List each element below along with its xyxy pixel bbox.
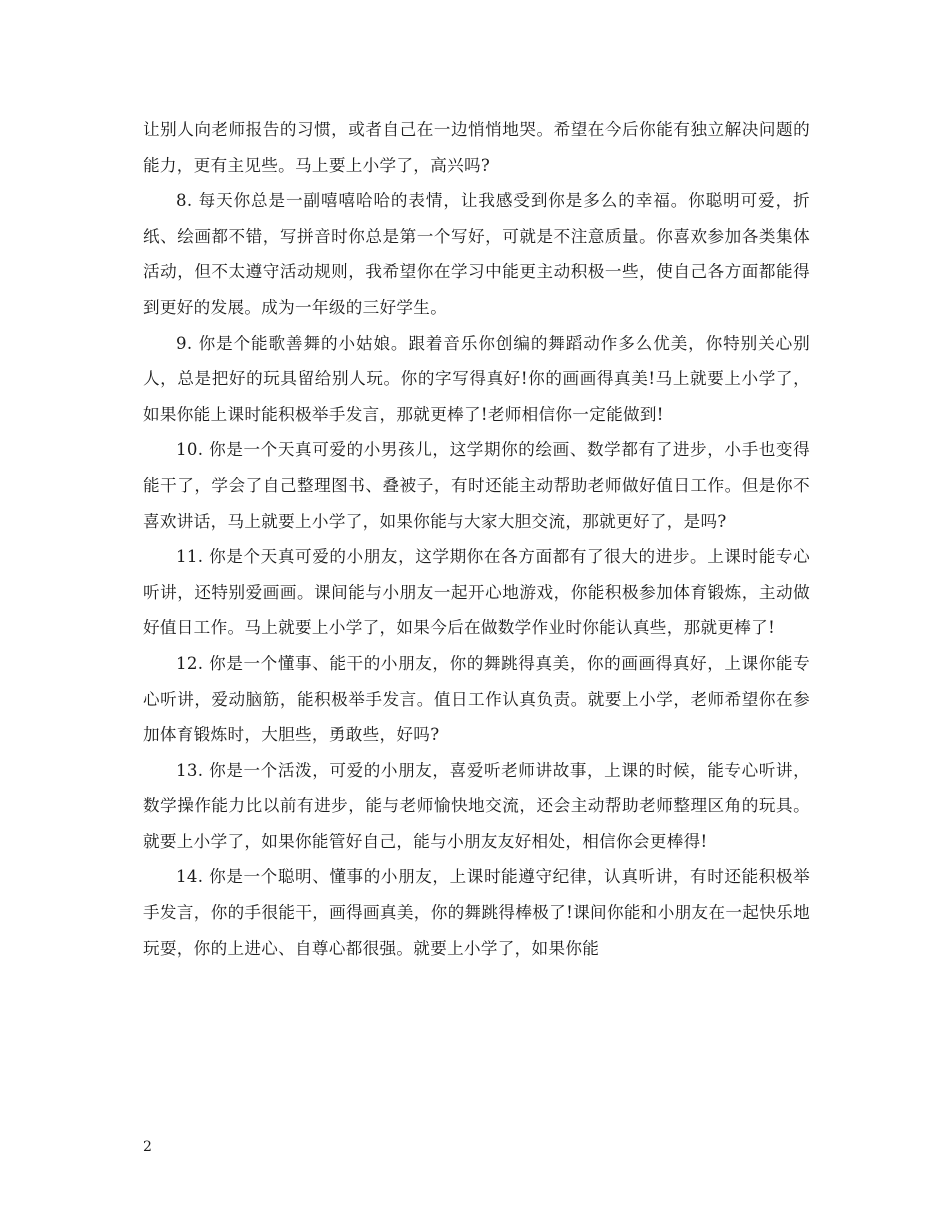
page-body: [143, 112, 810, 966]
paragraph-comment-8: 8. 每天你总是一副嘻嘻哈哈的表情，让我感受到你是多么的幸福。你聪明可爱，折纸、绘画都不错，写拼音时你总是第一个写好，可就是不注意质量。你喜欢参加各类集体活动，但不太遵守活动规则，我希望你在学习中能更主动积极一些，使自己各方面都能得到更好的发展。成为一年级的三好学生。: [143, 191, 810, 317]
page-number: 2: [143, 1139, 152, 1155]
paragraph-comment-13: 13. 你是一个活泼，可爱的小朋友，喜爱听老师讲故事，上课的时候，能专心听讲，数学操作能力比以前有进步，能与老师愉快地交流，还会主动帮助老师整理区角的玩具。就要上小学了，如果你能管好自己，能与小朋友友好相处，相信你会更棒得!: [143, 760, 810, 851]
paragraph-comment-12: 12. 你是一个懂事、能干的小朋友，你的舞跳得真美，你的画画得真好，上课你能专心听讲，爱动脑筋，能积极举手发言。值日工作认真负责。就要上小学，老师希望你在参加体育锻炼时，大胆些，勇敢些，好吗?: [143, 653, 810, 745]
paragraph-comment-11: 11. 你是个天真可爱的小朋友，这学期你在各方面都有了很大的进步。上课时能专心听讲，还特别爱画画。课间能与小朋友一起开心地游戏，你能积极参加体育锻炼，主动做好值日工作。马上就要上小学了，如果今后在做数学作业时你能认真些，那就更棒了!: [143, 547, 810, 638]
paragraph-comment-9: 9. 你是个能歌善舞的小姑娘。跟着音乐你创编的舞蹈动作多么优美，你特别关心别人，总是把好的玩具留给别人玩。你的字写得真好!你的画画得真美!马上就要上小学了，如果你能上课时能积极举手发言，那就更棒了!老师相信你一定能做到!: [143, 333, 810, 424]
paragraph-comment-14: 14. 你是一个聪明、懂事的小朋友，上课时能遵守纪律，认真听讲，有时还能积极举手发言，你的手很能干，画得画真美，你的舞跳得棒极了!课间你能和小朋友在一起快乐地玩耍，你的上进心、自尊心都很强。就要上小学了，如果你能: [143, 867, 810, 958]
paragraph-comment-10: 10. 你是一个天真可爱的小男孩儿，这学期你的绘画、数学都有了进步，小手也变得能干了，学会了自己整理图书、叠被子，有时还能主动帮助老师做好值日工作。但是你不喜欢讲话，马上就要上小学了，如果你能与大家大胆交流，那就更好了，是吗?: [143, 440, 810, 531]
paragraph-continuation: 让别人向老师报告的习惯，或者自己在一边悄悄地哭。希望在今后你能有独立解决问题的能力，更有主见些。马上要上小学了，高兴吗?: [143, 120, 810, 175]
